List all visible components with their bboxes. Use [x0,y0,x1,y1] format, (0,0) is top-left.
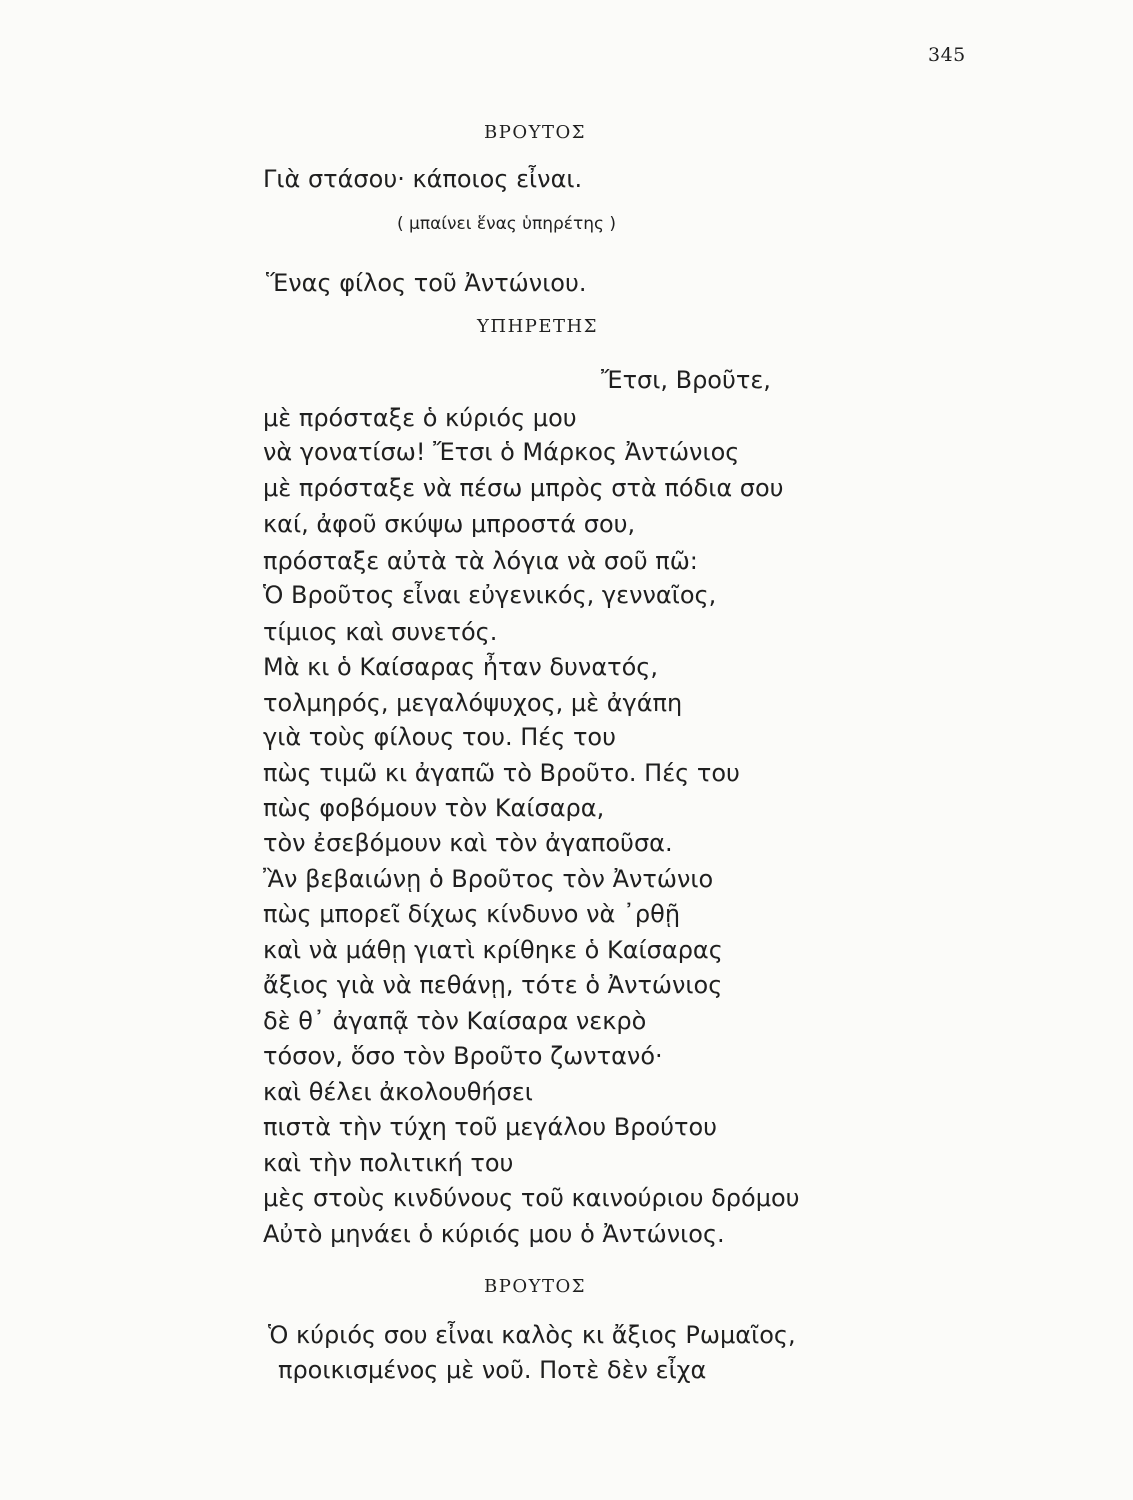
verse-line: δὲ θ᾿ ἀγαπᾷ τὸν Καίσαρα νεκρὸ [263,1007,647,1035]
verse-line: τολμηρός, μεγαλόψυχος, μὲ ἀγάπη [263,689,683,717]
verse-line: νὰ γονατίσω! Ἔτσι ὁ Μάρκος Ἀντώνιος [263,438,740,466]
verse-line: γιὰ τοὺς φίλους του. Πές του [263,723,616,751]
verse-line: τὸν ἐσεβόμουν καὶ τὸν ἀγαποῦσα. [263,829,673,857]
speaker-name-servant: ΥΠΗΡΕΤΗΣ [477,316,598,337]
verse-line: Ἕνας φίλος τοῦ Ἀντώνιου. [266,269,587,297]
verse-line: πρόσταξε αὐτὰ τὰ λόγια νὰ σοῦ πῶ: [263,547,698,575]
page-number: 345 [928,44,966,66]
verse-line: τόσον, ὅσο τὸν Βροῦτο ζωντανό· [263,1042,663,1070]
verse-line: Μὰ κι ὁ Καίσαρας ἦταν δυνατός, [263,653,659,681]
verse-line: προικισμένος μὲ νοῦ. Ποτὲ δὲν εἶχα [278,1356,707,1384]
speaker-name-brutus: ΒΡΟΥΤΟΣ [484,122,586,143]
verse-line: καὶ θέλει ἀκολουθήσει [263,1078,533,1106]
verse-line: πιστὰ τὴν τύχη τοῦ μεγάλου Βρούτου [263,1113,718,1141]
verse-line: Ὁ Βροῦτος εἶναι εὐγενικός, γενναῖος, [263,581,717,609]
verse-line: Ὁ κύριός σου εἶναι καλὸς κι ἄξιος Ρωμαῖος, [268,1321,796,1349]
verse-line: μὲ πρόσταξε νὰ πέσω μπρὸς στὰ πόδια σου [263,474,784,502]
verse-line: μὲ πρόσταξε ὁ κύριός μου [263,404,577,432]
verse-line: πὼς τιμῶ κι ἀγαπῶ τὸ Βροῦτο. Πές του [263,759,740,787]
verse-line: καὶ νὰ μάθῃ γιατὶ κρίθηκε ὁ Καίσαρας [263,936,723,964]
verse-line: καὶ τὴν πολιτική του [263,1149,514,1177]
verse-line: πὼς μπορεῖ δίχως κίνδυνο νὰ ᾿ρθῇ [263,900,681,928]
verse-line: ἄξιος γιὰ νὰ πεθάνῃ, τότε ὁ Ἀντώνιος [263,971,723,999]
verse-line: πὼς φοβόμουν τὸν Καίσαρα, [263,794,605,822]
verse-line: τίμιος καὶ συνετός. [263,618,498,646]
verse-line: Γιὰ στάσου· κάποιος εἶναι. [263,165,583,193]
verse-line: Ἔτσι, Βροῦτε, [601,366,771,394]
verse-line: μὲς στοὺς κινδύνους τοῦ καινούριου δρόμου [263,1184,800,1212]
speaker-name-brutus: ΒΡΟΥΤΟΣ [484,1276,586,1297]
verse-line: καί, ἀφοῦ σκύψω μπροστά σου, [263,510,636,538]
stage-direction: ( μπαίνει ἕνας ὑπηρέτης ) [397,214,617,234]
verse-line: Ἂν βεβαιώνῃ ὁ Βροῦτος τὸν Ἀντώνιο [263,865,714,893]
verse-line: Αὐτὸ μηνάει ὁ κύριός μου ὁ Ἀντώνιος. [263,1220,725,1248]
